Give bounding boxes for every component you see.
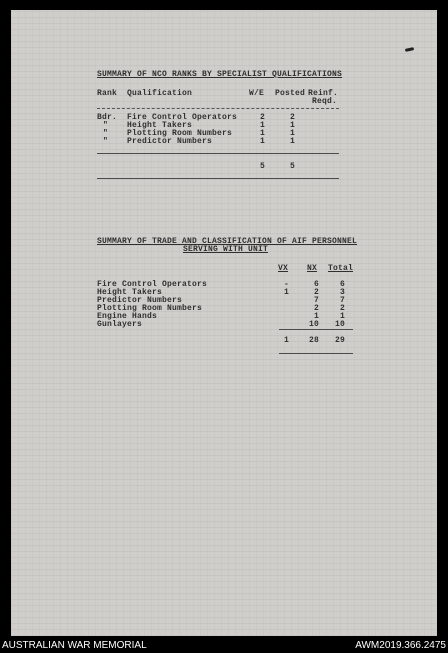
ink-mark <box>405 47 414 52</box>
col-header-reinf: Reinf. <box>308 89 339 98</box>
section2-title: SUMMARY OF TRADE AND CLASSIFICATION OF AIF PERSONNEL <box>97 237 358 246</box>
row-we: 1 <box>260 129 266 138</box>
row-qualification: Fire Control Operators <box>127 113 238 122</box>
archive-caption-left: AUSTRALIAN WAR MEMORIAL <box>2 640 147 651</box>
trade-label: Predictor Numbers <box>97 296 183 305</box>
col-header-posted: Posted <box>275 89 306 98</box>
trade-nx: 6 <box>313 280 319 289</box>
col-header-total: Total <box>328 264 354 273</box>
section1-title: SUMMARY OF NCO RANKS BY SPECIALIST QUALIFICATIONS <box>97 70 343 79</box>
section2-title-line2: SERVING WITH UNIT <box>182 245 268 254</box>
trade-total: 1 <box>339 312 345 321</box>
trade-nx: 1 <box>313 312 319 321</box>
row-rank: " <box>103 121 109 130</box>
row-we: 2 <box>260 113 266 122</box>
row-rank: " <box>103 129 109 138</box>
row-posted: 1 <box>290 129 296 138</box>
col-header-we: W/E <box>249 89 265 98</box>
archive-caption-right: AWM2019.366.2475 <box>355 640 446 651</box>
header-rule <box>97 108 339 109</box>
row-we: 1 <box>260 137 266 146</box>
trade-subtotal-rule <box>279 329 353 330</box>
trade-total-rule <box>279 353 353 354</box>
trade-label: Gunlayers <box>97 320 143 329</box>
trade-label: Engine Hands <box>97 312 158 321</box>
row-qualification: Predictor Numbers <box>127 137 213 146</box>
row-we: 1 <box>260 121 266 130</box>
trade-nx: 7 <box>313 296 319 305</box>
trade-total-vx: 1 <box>283 336 289 345</box>
trade-total: 10 <box>334 320 345 329</box>
trade-nx: 2 <box>313 304 319 313</box>
trade-label: Plotting Room Numbers <box>97 304 203 313</box>
trade-nx: 2 <box>313 288 319 297</box>
col-header-qualification: Qualification <box>127 89 193 98</box>
total-rule <box>97 178 339 179</box>
col-header-nx: NX <box>307 264 318 273</box>
col-header-rank: Rank <box>97 89 118 98</box>
trade-total: 3 <box>339 288 345 297</box>
total-posted: 5 <box>290 162 296 171</box>
trade-total-nx: 28 <box>308 336 319 345</box>
trade-label: Height Takers <box>97 288 163 297</box>
trade-nx: 10 <box>308 320 319 329</box>
row-qualification: Height Takers <box>127 121 193 130</box>
subtotal-rule <box>97 153 339 154</box>
total-we: 5 <box>260 162 266 171</box>
row-qualification: Plotting Room Numbers <box>127 129 233 138</box>
col-header-vx: VX <box>278 264 289 273</box>
row-rank: Bdr. <box>97 113 118 122</box>
row-posted: 1 <box>290 137 296 146</box>
trade-total-total: 29 <box>334 336 345 345</box>
row-posted: 1 <box>290 121 296 130</box>
row-posted: 2 <box>290 113 296 122</box>
trade-total: 6 <box>339 280 345 289</box>
trade-label: Fire Control Operators <box>97 280 208 289</box>
document-page <box>11 10 437 636</box>
trade-total: 7 <box>339 296 345 305</box>
trade-vx: - <box>283 280 289 289</box>
col-header-reqd: Reqd. <box>312 97 338 106</box>
row-rank: " <box>103 137 109 146</box>
trade-vx: 1 <box>283 288 289 297</box>
trade-total: 2 <box>339 304 345 313</box>
